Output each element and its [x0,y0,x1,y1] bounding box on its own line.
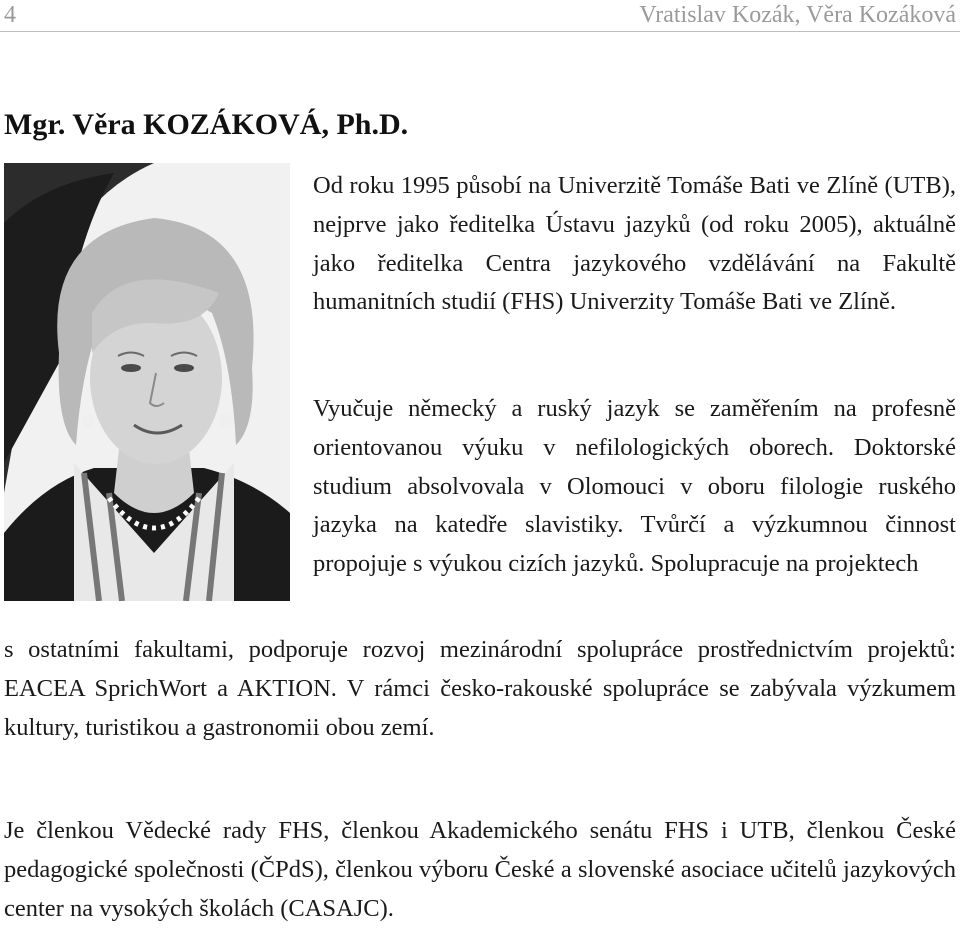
running-header [0,0,960,30]
header-rule [0,31,960,32]
running-head-authors: Vratislav Kozák, Věra Kozáková [639,2,956,28]
intro-paragraph: Od roku 1995 působí na Univerzitě Tomáše Bati ve Zlíně (UTB), nejprve jako ředitelka Ústavu jazyků (od roku 2005), aktuálně jako ředitelka Centra jazykového vzdělávání na Fakultě humanitních studií (FHS) Univerzity Tomáše Bati ve Zlíně. [313,172,956,316]
person-name-heading: Mgr. Věra KOZÁKOVÁ, Ph.D. [4,108,409,141]
portrait-photo [4,163,290,601]
page-number: 4 [4,2,16,28]
teaching-paragraph: Vyučuje německý a ruský jazyk se zaměřením na profesně orientovanou výuku v nefilologických oborech. Doktorské studium absolvovala v Olomouci v oboru filologie ruského jazyka na katedře slavistiky. Tvůrčí a výzkumnou činnost propojuje s výukou cizích jazyků. Spolupracuje na projektech [313,395,956,578]
membership-paragraph: Je členkou Vědecké rady FHS, členkou Akademického senátu FHS i UTB, členkou České pedagogické společnosti (ČPdS), členkou výboru České a slovenské asociace učitelů jazykových center na vysokých školách (CASAJC). [4,817,956,922]
teaching-paragraph-continuation: s ostatními fakultami, podporuje rozvoj mezinárodní spolupráce prostřednictvím projektů: EACEA SprichWort a AKTION. V rámci česko-rakouské spolupráce se zabývala výzkumem kultury, turistikou a gastronomii obou zemí. [4,636,956,741]
